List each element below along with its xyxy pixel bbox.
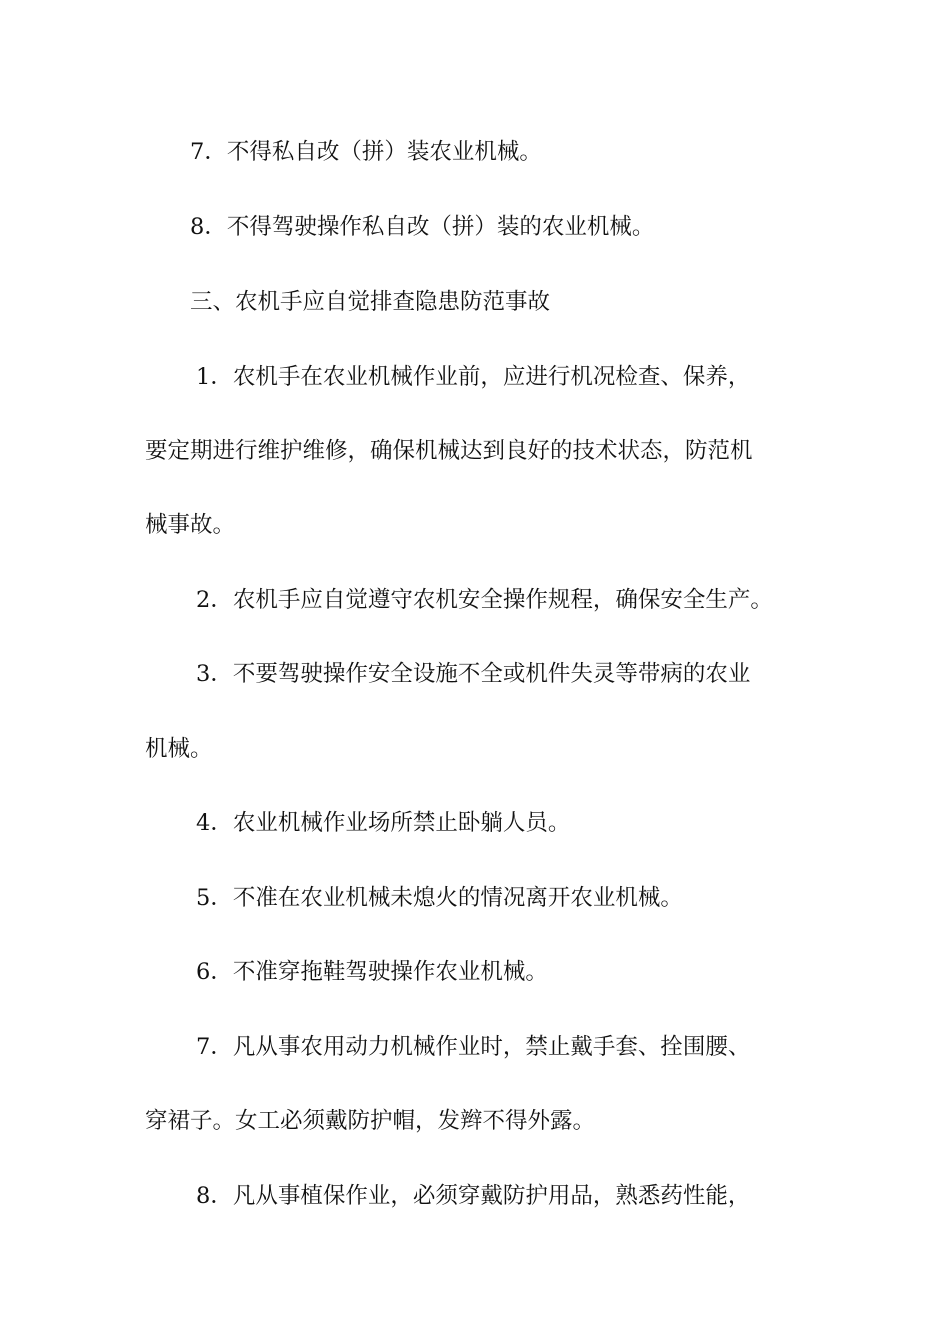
text-line: 4．农业机械作业场所禁止卧躺人员。 xyxy=(196,810,571,836)
text-line: 8．不得驾驶操作私自改（拼）装的农业机械。 xyxy=(190,214,655,240)
text-line: 机械。 xyxy=(145,736,213,762)
text-line: 7．不得私自改（拼）装农业机械。 xyxy=(190,139,542,165)
text-line: 2．农机手应自觉遵守农机安全操作规程，确保安全生产。 xyxy=(196,587,773,613)
text-line: 6．不准穿拖鞋驾驶操作农业机械。 xyxy=(196,959,548,985)
text-line: 7．凡从事农用动力机械作业时，禁止戴手套、拴围腰、 xyxy=(196,1034,751,1060)
text-line: 1．农机手在农业机械作业前，应进行机况检查、保养， xyxy=(196,364,751,390)
text-line: 8．凡从事植保作业，必须穿戴防护用品，熟悉药性能， xyxy=(196,1183,751,1209)
text-line: 5．不准在农业机械未熄火的情况离开农业机械。 xyxy=(196,885,683,911)
text-line: 要定期进行维护维修，确保机械达到良好的技术状态，防范机 xyxy=(145,438,753,464)
text-line: 械事故。 xyxy=(145,512,236,538)
section-heading: 三、农机手应自觉排查隐患防范事故 xyxy=(190,289,551,315)
text-line: 3．不要驾驶操作安全设施不全或机件失灵等带病的农业 xyxy=(196,661,751,687)
text-line: 穿裙子。女工必须戴防护帽，发辫不得外露。 xyxy=(145,1108,596,1134)
